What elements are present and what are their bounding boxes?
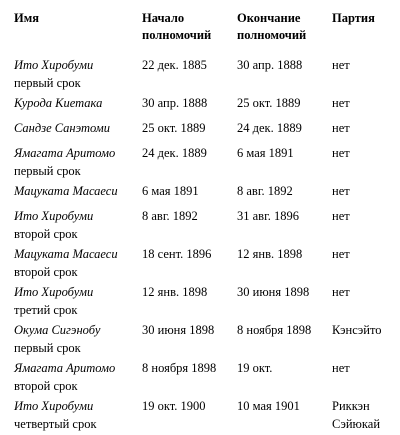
cell-name — [14, 119, 142, 137]
cell-end: 30 июня 1898 — [237, 285, 310, 299]
cell-end: 10 мая 1901 — [237, 399, 300, 413]
cell-party: нет — [332, 146, 350, 160]
cell-start: 8 ноября 1898 — [142, 361, 217, 375]
cell-start: 6 мая 1891 — [142, 184, 199, 198]
cell-party: Кэнсэйто — [332, 323, 382, 337]
cell-end: 31 авг. 1896 — [237, 209, 300, 223]
pm-name: Мацуката Масаеси — [14, 247, 118, 261]
pm-term: второй срок — [14, 227, 78, 241]
pm-name: Курода Киетака — [14, 96, 103, 110]
header-start-line2: полномочий — [142, 28, 212, 42]
cell-start: 24 дек. 1889 — [142, 146, 207, 160]
header-end-line1: Окончание — [237, 11, 301, 25]
table-row — [14, 182, 398, 207]
header-name: Имя — [14, 11, 39, 25]
cell-party: нет — [332, 285, 350, 299]
cell-name — [14, 283, 142, 319]
header-start-line1: Начало — [142, 11, 185, 25]
cell-start: 8 авг. 1892 — [142, 209, 198, 223]
cell-party: нет — [332, 184, 350, 198]
party-line2: Сэйюкай — [332, 417, 381, 431]
pm-name: Мацуката Масаеси — [14, 184, 118, 198]
cell-name — [14, 56, 142, 92]
cell-party: нет — [332, 96, 350, 110]
cell-start: 18 сент. 1896 — [142, 247, 212, 261]
pm-term: четвертый срок — [14, 417, 97, 431]
cell-name — [14, 144, 142, 180]
cell-party: нет — [332, 58, 350, 72]
cell-party: нет — [332, 121, 350, 135]
header-end — [237, 10, 332, 44]
cell-name — [14, 321, 142, 357]
table-row — [14, 56, 398, 94]
pm-name: Ямагата Аритомо — [14, 146, 116, 160]
table-header — [14, 10, 398, 56]
table-row — [14, 359, 398, 397]
cell-name — [14, 359, 142, 395]
cell-end: 30 апр. 1888 — [237, 58, 303, 72]
cell-end: 12 янв. 1898 — [237, 247, 303, 261]
cell-end: 24 дек. 1889 — [237, 121, 302, 135]
cell-name — [14, 397, 142, 433]
pm-term: первый срок — [14, 341, 81, 355]
cell-end: 19 окт. — [237, 361, 273, 375]
table-row — [14, 321, 398, 359]
cell-start: 22 дек. 1885 — [142, 58, 207, 72]
cell-start: 12 янв. 1898 — [142, 285, 208, 299]
pm-term: первый срок — [14, 164, 81, 178]
table-row — [14, 119, 398, 144]
pm-term: второй срок — [14, 379, 78, 393]
cell-party: нет — [332, 361, 350, 375]
cell-start: 30 апр. 1888 — [142, 96, 208, 110]
pm-name: Ито Хиробуми — [14, 399, 94, 413]
pm-name: Ито Хиробуми — [14, 209, 94, 223]
table-row — [14, 245, 398, 283]
pm-term: третий срок — [14, 303, 78, 317]
pm-term: первый срок — [14, 76, 81, 90]
prime-ministers-table — [14, 10, 398, 435]
cell-end: 6 мая 1891 — [237, 146, 294, 160]
cell-name — [14, 94, 142, 112]
cell-name — [14, 182, 142, 200]
cell-name — [14, 207, 142, 243]
pm-name: Окума Сигэнобу — [14, 323, 101, 337]
cell-start: 30 июня 1898 — [142, 323, 215, 337]
table-row — [14, 94, 398, 119]
cell-end: 8 авг. 1892 — [237, 184, 293, 198]
cell-end: 8 ноября 1898 — [237, 323, 312, 337]
table-row — [14, 144, 398, 182]
table-row — [14, 397, 398, 435]
pm-name: Ито Хиробуми — [14, 285, 94, 299]
table-row — [14, 207, 398, 245]
header-start — [142, 10, 237, 44]
cell-end: 25 окт. 1889 — [237, 96, 301, 110]
pm-name: Сандзе Санэтоми — [14, 121, 110, 135]
cell-party: нет — [332, 209, 350, 223]
pm-name: Ямагата Аритомо — [14, 361, 116, 375]
cell-party — [332, 397, 398, 433]
header-end-line2: полномочий — [237, 28, 307, 42]
cell-start: 19 окт. 1900 — [142, 399, 206, 413]
pm-name: Ито Хиробуми — [14, 58, 94, 72]
cell-name — [14, 245, 142, 281]
cell-party: нет — [332, 247, 350, 261]
header-party: Партия — [332, 11, 375, 25]
cell-start: 25 окт. 1889 — [142, 121, 206, 135]
pm-term: второй срок — [14, 265, 78, 279]
party-line1: Риккэн — [332, 399, 370, 413]
table-row — [14, 283, 398, 321]
